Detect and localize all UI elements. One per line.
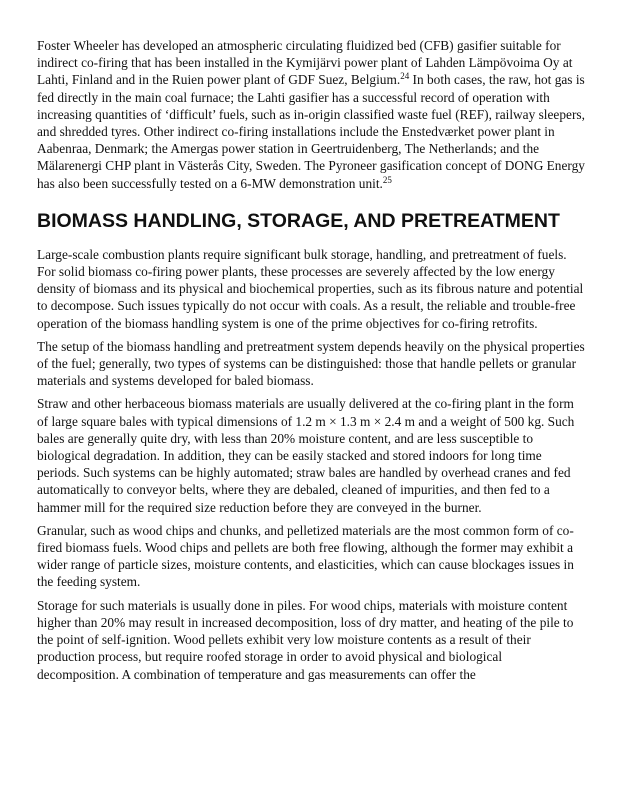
section-heading: BIOMASS HANDLING, STORAGE, AND PRETREATMENT	[37, 209, 560, 232]
body-paragraph-4: Granular, such as wood chips and chunks, and pelletized materials are the most common form of co-fired biomass fuels. Wood chips and pellets are both free flowing, although the former may exhibit a wider range of particle sizes, moisture contents, and elasticities, which can cause blockages issues in the feeding system.	[37, 522, 574, 590]
body-paragraph-2: The setup of the biomass handling and pretreatment system depends heavily on the physical properties of the fuel; generally, two types of systems can be distinguished: those that handle pellets or granular materials and systems developed for baled biomass.	[37, 338, 585, 389]
body-paragraph-1: Large-scale combustion plants require significant bulk storage, handling, and pretreatment of fuels. For solid biomass co-firing power plants, these processes are severely affected by the low energy density of biomass and its physical and biochemical properties, such as its fibrous nature and potential to decompose. Such issues typically do not occur with coals. As a result, the reliable and trouble-free operation of the biomass handling system is one of the prime objectives for co-firing retrofits.	[37, 246, 584, 331]
intro-text-part1: Foster Wheeler has developed an atmospheric circulating fluidized bed (CFB) gasifier suitable for indirect co-firing that has been installed in the Kymijärvi power plant of Lahden Lämpövoima Oy at Lahti, Finland and in the Ruien power plant of GDF Suez, Belgium.	[37, 38, 573, 88]
body-paragraph-3: Straw and other herbaceous biomass materials are usually delivered at the co-firing plant in the form of large square bales with typical dimensions of 1.2 m × 1.3 m × 2.4 m and a weight of 500 kg. Such bales are generally quite dry, with less than 20% moisture content, and are less susceptible to biological degradation. In addition, they can be easily stacked and stored indoors for long time periods. Such systems can be highly automated; straw bales are handled by overhead cranes and fed automatically to conveyor belts, where they are debaled, cleaned of impurities, and then fed to a hammer mill for the required size reduction before they are conveyed in the burner.	[37, 396, 575, 515]
document-page	[37, 37, 585, 689]
intro-paragraph	[37, 37, 585, 192]
body-paragraph-5: Storage for such materials is usually done in piles. For wood chips, materials with moisture content higher than 20% may result in increased decomposition, loss of dry matter, and heating of the pile to the point of self-ignition. Wood pellets exhibit very low moisture contents as a result of their production process, but require roofed storage in order to avoid physical and biological decomposition. A combination of temperature and gas measurements can offer the	[37, 597, 574, 682]
intro-text-part2: In both cases, the raw, hot gas is fed directly in the main coal furnace; the Lahti gasifier has a successful record of operation with increasing quantities of ‘difficult’ fuels, such as in-origin classified waste fuel (REF), railway sleepers, and shredded tyres. Other indirect co-firing installations include the Enstedværket power plant in Aabenraa, Denmark; the Amergas power station in Geertruidenberg, The Netherlands; and the Mälarenergi CHP plant in Västerås City, Sweden. The Pyroneer gasification concept of DONG Energy has also been successfully tested on a 6-MW demonstration unit.	[37, 72, 585, 191]
footnote-ref-25[interactable]: 25	[382, 174, 392, 185]
footnote-ref-24[interactable]: 24	[400, 71, 410, 82]
